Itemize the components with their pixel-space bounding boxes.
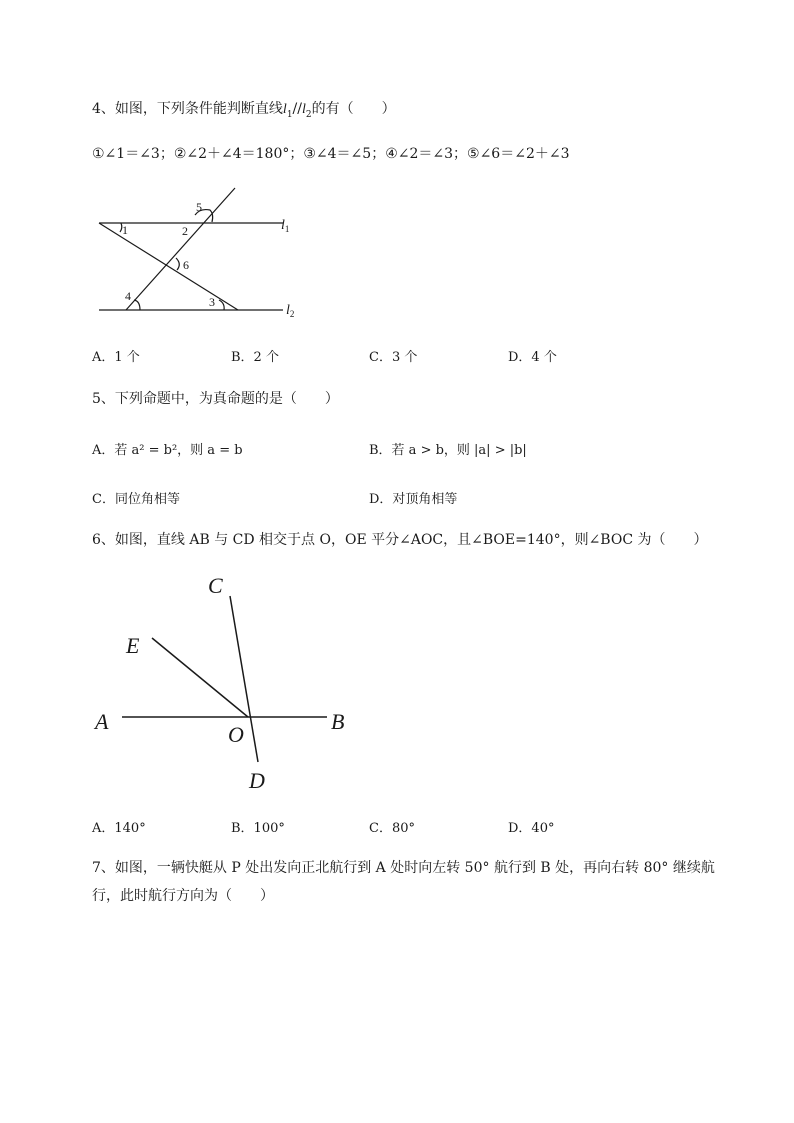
q5-option-b[interactable]: B．若 a > b，则 |a| > |b| — [369, 443, 527, 458]
q4-option-d[interactable]: D．4 个 — [508, 350, 557, 365]
q4-option-c[interactable]: C．3 个 — [369, 350, 418, 365]
q6-option-c[interactable]: C．80° — [369, 821, 415, 836]
q4-option-a[interactable]: A．1 个 — [92, 350, 140, 365]
q5-option-d[interactable]: D．对顶角相等 — [369, 492, 458, 507]
svg-text:6: 6 — [183, 258, 189, 272]
q6-option-a[interactable]: A．140° — [92, 821, 146, 836]
svg-text:B: B — [331, 709, 345, 734]
svg-text:l2: $l_2$ — [286, 303, 295, 319]
q7-stem-line2: 行，此时航行方向为（ ） — [92, 888, 274, 904]
q6-option-d[interactable]: D．40° — [508, 821, 555, 836]
q4-figure — [0, 170, 794, 510]
svg-text:C: C — [208, 573, 223, 598]
svg-text:A: A — [95, 709, 109, 734]
q6-option-b[interactable]: B．100° — [231, 821, 285, 836]
svg-text:O: O — [228, 722, 244, 747]
q5-option-a[interactable]: A．若 a² = b²，则 a = b — [92, 443, 243, 458]
q7-stem-line1: 7、如图，一辆快艇从 P 处出发向正北航行到 A 处时向左转 50° 航行到 B 处，再向右转 80° 继续航 — [92, 860, 715, 876]
svg-text:D: D — [249, 768, 265, 793]
q4-conditions: ①∠1＝∠3；②∠2＋∠4＝180°；③∠4＝∠5；④∠2＝∠3；⑤∠6＝∠2＋∠3 — [92, 146, 570, 162]
svg-text:3: 3 — [209, 295, 215, 309]
q4-option-b[interactable]: B．2 个 — [231, 350, 279, 365]
q5-option-c[interactable]: C．同位角相等 — [92, 492, 180, 507]
svg-text:5: 5 — [196, 200, 202, 214]
svg-text:l1: $l_1$ — [281, 218, 290, 234]
q6-figure — [0, 565, 794, 805]
q6-stem: 6、如图，直线 AB 与 CD 相交于点 O，OE 平分∠AOC，且∠BOE=140°，则∠BOC 为（ ） — [92, 532, 708, 548]
q4-stem: 4、如图，下列条件能判断直线$l_1//l_2$的有（ ） — [92, 101, 396, 120]
svg-text:E: E — [126, 633, 140, 658]
svg-text:1: 1 — [122, 223, 128, 237]
svg-text:4: 4 — [125, 289, 131, 303]
q5-stem: 5、下列命题中，为真命题的是（ ） — [92, 391, 339, 407]
svg-text:2: 2 — [182, 224, 188, 238]
